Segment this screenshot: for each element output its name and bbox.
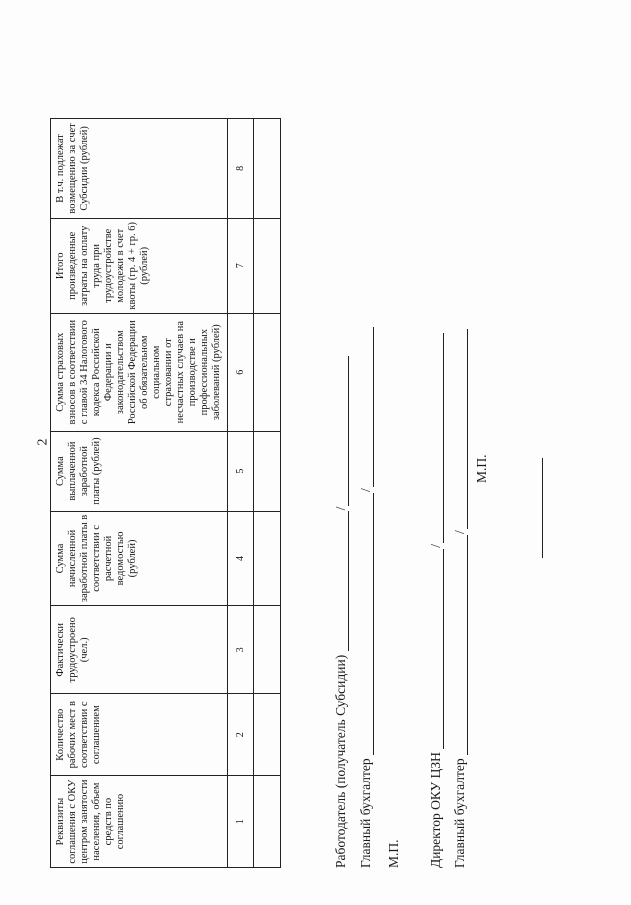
stamp-placeholder-1: М.П. bbox=[386, 839, 401, 868]
table-cell bbox=[254, 313, 281, 431]
director-signature-line bbox=[428, 333, 444, 868]
page-number: 2 bbox=[35, 438, 51, 446]
table-cell bbox=[254, 606, 281, 694]
slash: / bbox=[428, 544, 443, 548]
signature-blank bbox=[359, 493, 374, 755]
employer-signature-line bbox=[333, 356, 349, 868]
column-number: 3 bbox=[228, 606, 254, 694]
column-number-row bbox=[228, 119, 254, 868]
slash: / bbox=[452, 530, 467, 534]
employer-label: Работодатель (получатель Субсидии) bbox=[333, 654, 348, 868]
column-number: 4 bbox=[228, 511, 254, 606]
header-cell: В т.ч. подлежат возмещению за счет Субсидии (рублей) bbox=[51, 119, 228, 219]
chief-accountant-2-signature-line bbox=[452, 329, 468, 868]
table-cell bbox=[254, 694, 281, 776]
signature-blank bbox=[429, 549, 444, 749]
header-cell: Сумма выплаченной заработной платы (рублей) bbox=[51, 431, 228, 511]
slash: / bbox=[333, 506, 348, 511]
name-blank bbox=[359, 327, 374, 487]
column-number: 2 bbox=[228, 694, 254, 776]
column-number: 6 bbox=[228, 313, 254, 431]
stamp-placeholder-2: М.П. bbox=[474, 454, 489, 483]
chief-accountant-label: Главный бухгалтер bbox=[358, 758, 373, 868]
rotated-content bbox=[50, 68, 610, 868]
chief-accountant-2-label: Главный бухгалтер bbox=[452, 758, 467, 868]
header-cell: Количество рабочих мест в соответствии с соглашением bbox=[51, 694, 228, 776]
name-blank bbox=[453, 329, 468, 529]
column-number: 5 bbox=[228, 431, 254, 511]
table-cell bbox=[254, 218, 281, 313]
table-cell bbox=[254, 119, 281, 219]
table-cell bbox=[254, 431, 281, 511]
table-cell bbox=[254, 776, 281, 868]
signature-blank bbox=[453, 535, 468, 755]
header-cell: Итого произведенные затраты на оплату труда при трудоустройстве молодежи в счет квоты (гр. 4 + гр. 6) (рублей) bbox=[51, 218, 228, 313]
expense-table bbox=[50, 118, 281, 868]
column-number: 1 bbox=[228, 776, 254, 868]
header-cell: Сумма начисленной заработной платы в соответствии с расчетной ведомостью (рублей) bbox=[51, 511, 228, 606]
header-cell: Фактически трудоустроено (чел.) bbox=[51, 606, 228, 694]
empty-data-row bbox=[254, 119, 281, 868]
chief-accountant-signature-line bbox=[358, 327, 374, 868]
column-number: 8 bbox=[228, 119, 254, 219]
name-blank bbox=[429, 333, 444, 543]
signature-blank bbox=[334, 511, 349, 651]
stamp-line bbox=[542, 458, 543, 558]
table-cell bbox=[254, 511, 281, 606]
director-label: Директор ОКУ ЦЗН bbox=[428, 752, 443, 868]
header-cell: Реквизиты соглашения с ОКУ центром занятости населения, объем средств по соглашению bbox=[51, 776, 228, 868]
slash: / bbox=[358, 488, 373, 492]
column-number: 7 bbox=[228, 218, 254, 313]
header-cell: Сумма страховых взносов в соответствии с главой 34 Налогового кодекса Российской Федерации и законодательством Российской Федерации об обязательном социальном страховании от несчастных случаев на производстве и профессиональных заболеваний (рублей) bbox=[51, 313, 228, 431]
table-header-row bbox=[51, 119, 228, 868]
name-blank bbox=[334, 356, 349, 506]
